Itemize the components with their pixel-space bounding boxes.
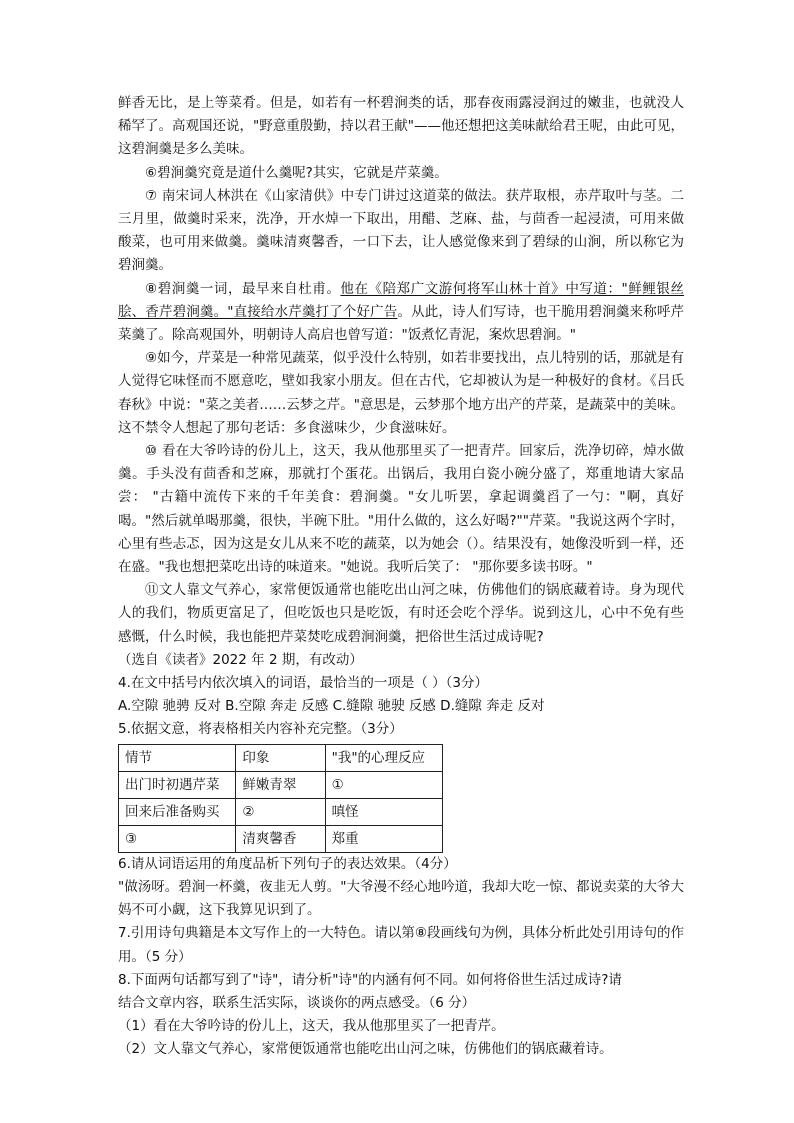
table-cell: 出门时初遇芹菜 [119, 771, 236, 798]
question-8-cont: 结合文章内容，联系生活实际，谈谈你的两点感受。（6 分） [118, 994, 476, 1011]
question-6-quote: "做汤呀。碧涧一杯羹，夜韭无人剪。"大爷漫不经心地吟道，我却大吃一惊、都说卖菜的大爷大妈不可小觑，这下我算见识到了。 [118, 878, 684, 919]
table-cell: ① [325, 771, 442, 798]
question-8: 8.下面两句话都写到了"诗"，请分析"诗"的内涵有何不同。如何将俗世生活过成诗?请 [118, 971, 622, 988]
question-8-sentence-1: （1）看在大爷吟诗的份儿上，这天，我从他那里买了一把青芹。 [118, 1018, 505, 1035]
paragraph-7: ⑦ 南宋词人林洪在《山家清供》中专门讲过这道菜的做法。获芹取根，赤芹取叶与茎。二三月里，做羹时采来，洗净，开水焯一下取出，用醋、芝麻、盐，与茴香一起浸渍，可用来做酸菜，也可用来做羹。羹味清爽馨香，一口下去，让人感觉像来到了碧绿的山涧，所以称它为碧涧羹。 [118, 187, 684, 274]
table-header-cell: 印象 [236, 744, 325, 771]
table-header-cell: "我"的心理反应 [325, 744, 442, 771]
paragraph-8-rest: 。从此，诗人们写诗，也干脆用碧涧羹来称呼芹菜羹了。除高观国外，明朝诗人高启也曾写道："饭煮忆青泥，案炊思碧涧。" [118, 303, 685, 344]
table-row [119, 771, 443, 798]
question-7: 7.引用诗句典籍是本文写作上的一大特色。请以第⑧段画线句为例，具体分析此处引用诗句的作用。（5 分） [118, 925, 684, 965]
question-6: 6.请从词语运用的角度品析下列句子的表达效果。（4分） [118, 855, 457, 872]
paragraph-6: ⑥碧涧羹究竟是道什么羹呢?其实，它就是芹菜羹。 [145, 164, 448, 181]
paragraph-8 [118, 278, 684, 348]
table-cell: ③ [119, 825, 236, 852]
table-cell: 嗔怪 [325, 798, 442, 825]
question-4: 4.在文中括号内依次填入的词语，最恰当的一项是（ ）（3分） [118, 675, 489, 692]
table-header-row [119, 744, 443, 771]
table-cell: 郑重 [325, 825, 442, 852]
table-cell: 鲜嫩青翠 [236, 771, 325, 798]
table-cell: ② [236, 798, 325, 825]
source-note: （选自《读者》2022 年 2 期，有改动） [118, 651, 363, 668]
table-cell: 回来后准备购买 [119, 798, 236, 825]
table-cell: 清爽馨香 [236, 825, 325, 852]
table-row [119, 825, 443, 852]
paragraph-11: ⑪文人靠文气养心，家常便饭通常也能吃出山河之味，仿佛他们的锅底藏着诗。身为现代人的我们，物质更富足了，但吃饭也只是吃饭，有时还会吃个浮华。说到这儿，心中不免有些感慨，什么时候，我也能把芹菜焚吃成碧涧涧羹，把俗世生活过成诗呢? [118, 582, 684, 645]
paragraph-10: ⑩ 看在大爷吟诗的份儿上，这天，我从他那里买了一把青芹。回家后，洗净切碎，焯水做羹。手头没有茴香和芝麻，那就打个蛋花。出锅后，我用白瓷小碗分盛了，郑重地请大家品尝： "古籍中流传下来的千年美食：碧涧羹。"女儿听罢，拿起调羹舀了一勺："啊，真好喝。"然后就单喝那羹，很快，半碗下肚。"用什么做的，这么好喝?""芹菜。"我说这两个字时，心里有些忐忑，因为这是女儿从来不吃的蔬菜，以为她会（）。结果没有，她像没听到一样，还在盛。"我也想把菜吃出诗的味道来。"她说。我听后笑了： "那你要多读书呀。" [118, 443, 684, 576]
question-8-sentence-2: （2）文人靠文气养心，家常便饭通常也能吃出山河之味，仿佛他们的锅底藏着诗。 [118, 1041, 613, 1058]
paragraph-continued: 鲜香无比，是上等菜肴。但是，如若有一杯碧涧类的话，那春夜雨露浸润过的嫩韭，也就没人稀罕了。高观国还说，"野意重殷勤，持以君王献"——他还想把这美味献给君王呢，由此可见，这碧涧羹是多么美味。 [118, 95, 684, 158]
document-page [118, 92, 684, 1062]
table-header-cell: 情节 [119, 744, 236, 771]
paragraph-9: ⑨如今，芹菜是一种常见蔬菜，似乎没什么特别，如若非要找出，点儿特别的话，那就是有人觉得它味怪而不愿意吃，壁如我家小朋友。但在古代，它却被认为是一种极好的食材。《吕氏春秋》中说："菜之美者……云梦之芹。"意思是，云梦那个地方出产的芹菜，是蔬菜中的美味。这不禁令人想起了那句老话：多食滋味少，少食滋味好。 [118, 350, 684, 436]
table-row [119, 798, 443, 825]
question-5: 5.依据文意，将表格相关内容补充完整。（3分） [118, 721, 403, 738]
underlined-sentence: 他在《陪郑广文游何将军山林十首》中写道："鲜鲤银丝脍、香芹碧涧羹。"直接给水芹羹打了个好广告 [118, 280, 684, 320]
answer-table [118, 744, 443, 853]
question-4-options: A.空隙 驰骋 反对 B.空隙 奔走 反感 C.缝隙 驰驶 反感 D.缝隙 奔走 反对 [118, 698, 545, 715]
paragraph-8-intro: ⑧碧涧羹一词，最早来自杜甫。 [145, 280, 341, 297]
